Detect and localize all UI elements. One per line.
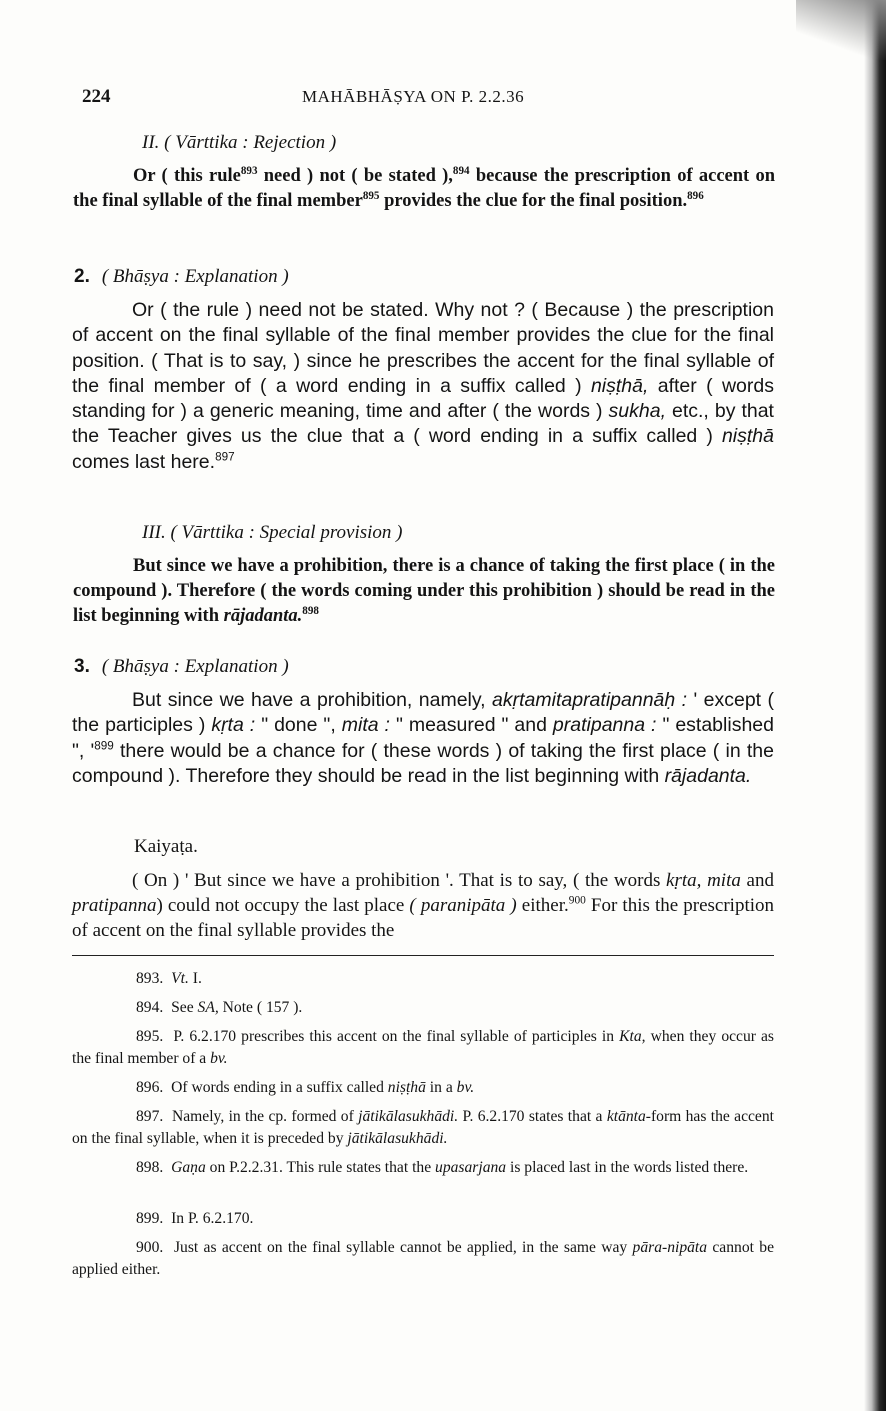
bhasya-2-text: Or ( the rule ) need not be stated. Why not ? ( Because ) the prescription of accent on the final syllable of the final member provides the clue for the final position. ( That is to say, ) since he prescribes the accent for the final syllable of the final member of ( a word ending in a suffix called ) niṣṭhā, after ( words standing for ) a generic meaning, time and after ( the words ) sukha, etc., by that the Teacher gives us the clue that a ( word ending in a suffix called ) niṣṭhā comes last here.$^{897}$ <box>72 299 774 473</box>
footnote-900: 900. Just as accent on the final syllable cannot be applied, in the same way pāra-nipāta cannot be applied either. <box>72 1239 774 1278</box>
bhasya-2-number: 2. <box>74 266 90 287</box>
footnote-898: 898. Gaṇa on P.2.2.31. This rule states that the upasarjana is placed last in the words listed there. <box>136 1159 749 1176</box>
varttika-2-text: Or ( this rule$^{893}$ need ) not ( be stated ),$^{894}$ because the prescription of accent on the final syllable of the final member$^{895}$ provides the clue for the final position.$^{896}$ <box>73 164 776 211</box>
scanned-page-edge <box>864 0 886 1411</box>
bhasya-3-number: 3. <box>74 656 90 677</box>
kaiyata-title: Kaiyaṭa. <box>134 836 198 857</box>
bhasya-2-heading: 2. ( Bhāṣya : Explanation ) <box>74 266 289 287</box>
bhasya-3-text: But since we have a prohibition, namely, akṛtamitapratipannāḥ : ' except ( the participles ) kṛta : " done ", mita : " measured " and pratipanna : " established ", '$^{899}$ there would be a chance for ( these words ) of taking the first place ( in the compound ). Therefore they should be read in the list beginning with rājadanta. <box>72 689 775 787</box>
footnote-895: 895. P. 6.2.170 prescribes this accent on the final syllable of participles in Kta, when they occur as the final member of a bv. <box>72 1028 775 1067</box>
running-title: MAHĀBHĀṢYA ON P. 2.2.36 <box>302 87 525 106</box>
footnote-896: 896. Of words ending in a suffix called niṣṭhā in a bv. <box>136 1079 475 1096</box>
varttika-2-heading: II. ( Vārttika : Rejection ) <box>142 132 337 153</box>
footnote-894: 894. See SA, Note ( 157 ). <box>136 999 303 1016</box>
varttika-3-text: But since we have a prohibition, there is a chance of taking the first place ( in the compound ). Therefore ( the words coming under this prohibition ) should be read in the list beginning with rājadanta.$^{898}$ <box>73 556 775 626</box>
varttika-3-heading: III. ( Vārttika : Special provision ) <box>142 522 403 543</box>
kaiyata-text: ( On ) ' But since we have a prohibition '. That is to say, ( the words kṛta, mita and pratipanna) could not occupy the last place ( paranipāta ) either.$^{900}$ For this the prescription of accent on the final syllable provides the <box>72 870 775 941</box>
scanned-corner-shadow <box>796 0 886 60</box>
page-number: 224 <box>82 86 111 107</box>
footnote-897: 897. Namely, in the cp. formed of jātikālasukhādi. P. 6.2.170 states that a ktānta-form has the accent on the final syllable, when it is preceded by jātikālasukhādi. <box>72 1108 774 1147</box>
footnote-divider <box>72 955 774 956</box>
footnote-899: 899. In P. 6.2.170. <box>136 1210 254 1227</box>
footnote-893: 893. Vt. I. <box>136 970 202 987</box>
bhasya-3-heading: 3. ( Bhāṣya : Explanation ) <box>74 656 289 677</box>
